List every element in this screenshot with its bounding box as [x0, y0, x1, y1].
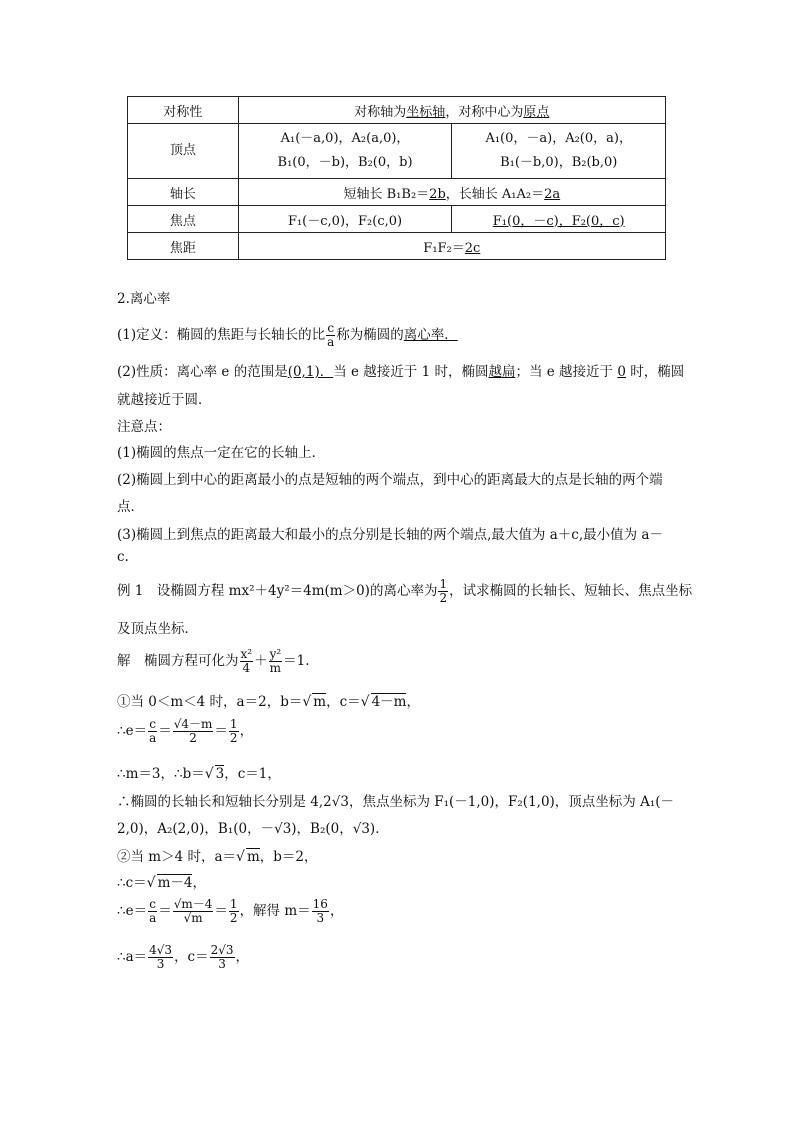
case1-line3: ∴m＝3，∴b＝√ 3，c＝1，: [117, 766, 281, 782]
note-2-cont: 点．: [117, 499, 144, 515]
table-row: [128, 233, 666, 260]
notes-title: 注意点：: [117, 419, 171, 435]
case2-line1: ②当 m＞4 时，a＝√ m，b＝2，: [117, 849, 318, 865]
table-row: [128, 179, 666, 206]
property-line: (2)性质：离心率 e 的范围是(0,1)．当 e 越接近于 1 时，椭圆越扁；当 e 越接近于 0 时，椭圆: [117, 364, 685, 380]
row-label: 轴长: [128, 179, 239, 206]
fraction: $\frac{16}{3}$: [312, 897, 328, 925]
fraction: $\frac{4√3}{3}$: [149, 943, 173, 971]
fraction: $\frac{√m-4}{√m}$: [173, 897, 213, 925]
case2-line4: ∴a＝ $\frac{4√3}{3}$ ，c＝ $\frac{2√3}{3}$ ，: [117, 943, 250, 971]
row-label: 顶点: [128, 124, 239, 179]
vertices-x-axis-cell: A₁(－a,0)，A₂(a,0)， B₁(0，－b)，B₂(0，b): [238, 124, 452, 179]
case1-line5: 2,0)，A₂(2,0)，B₁(0，－√3)，B₂(0，√3)．: [117, 821, 389, 837]
table-row: [128, 124, 666, 179]
row-label: 对称性: [128, 97, 239, 124]
fraction-one-half: $\frac{1}{2}$: [439, 577, 448, 605]
note-3: (3)椭圆上到焦点的距离最大和最小的点分别是长轴的两个端点,最大值为 a＋c,最小值为 a－: [117, 527, 663, 543]
fraction-c-over-a: $\frac{c}{a}$: [327, 321, 335, 349]
case2-line2: ∴c＝√ m－4，: [117, 875, 206, 891]
fraction: $\frac{√4-m}{2}$: [173, 717, 213, 745]
note-2: (2)椭圆上到中心的距离最小的点是短轴的两个端点，到中心的距离最大的点是长轴的两个端: [117, 472, 663, 488]
fraction: $\frac{1}{2}$: [229, 717, 238, 745]
solution-line: 解 椭圆方程可化为 $\frac{\text{x²}}{4}$ ＋ $\frac{\text{y²}}{m}$ ＝1.: [117, 647, 310, 675]
ellipse-properties-table: [127, 96, 666, 260]
note-1: (1)椭圆的焦点一定在它的长轴上．: [117, 445, 326, 461]
case1-line4: ∴椭圆的长轴长和短轴长分别是 4,2√3，焦点坐标为 F₁(－1,0)，F₂(1,0)，顶点坐标为 A₁(－: [117, 794, 675, 810]
example-1-cont: 及顶点坐标．: [117, 621, 198, 637]
case1-line2: ∴e＝ $\frac{c}{a}$ ＝ $\frac{√4-m}{2}$ ＝ $\frac{1}{2}$ ，: [117, 717, 254, 745]
vertices-y-axis-cell: A₁(0，－a)，A₂(0，a)， B₁(－b,0)，B₂(b,0): [452, 124, 666, 179]
fraction-x2-over-4: $\frac{\text{x²}}{4}$: [240, 647, 253, 675]
foci-y-axis-cell: F₁(0，－c)，F₂(0，c): [452, 206, 666, 233]
fraction: $\frac{c}{a}$: [149, 717, 157, 745]
row-label: 焦点: [128, 206, 239, 233]
fraction: $\frac{c}{a}$: [149, 897, 157, 925]
section-title: 2.离心率: [117, 291, 171, 307]
fraction: $\frac{1}{2}$: [229, 897, 238, 925]
property-line-2: 就越接近于圆．: [117, 392, 212, 408]
case2-line3: ∴e＝ $\frac{c}{a}$ ＝ $\frac{√m-4}{√m}$ ＝ $\frac{1}{2}$ ，解得 m＝ $\frac{16}{3}$ ，: [117, 897, 344, 925]
fraction: $\frac{2√3}{3}$: [210, 943, 234, 971]
fraction-y2-over-m: $\frac{\text{y²}}{m}$: [269, 647, 282, 675]
axis-length-cell: 短轴长 B₁B₂＝2b，长轴长 A₁A₂＝2a: [238, 179, 665, 206]
table-row: [128, 206, 666, 233]
example-1: 例 1 设椭圆方程 mx²＋4y²＝4m(m＞0)的离心率为 $\frac{1}{2}$ ，试求椭圆的长轴长、短轴长、焦点坐标: [117, 577, 693, 605]
symmetry-cell: 对称轴为坐标轴，对称中心为原点: [238, 97, 665, 124]
row-label: 焦距: [128, 233, 239, 260]
definition-line: (1)定义：椭圆的焦距与长轴长的比 $\frac{c}{a}$ 称为椭圆的离心率．: [117, 321, 458, 349]
foci-x-axis-cell: F₁(－c,0)，F₂(c,0): [238, 206, 452, 233]
focal-distance-cell: F₁F₂＝2c: [238, 233, 665, 260]
case1-line1: ①当 0＜m＜4 时，a＝2，b＝√ m，c＝√ 4－m，: [117, 694, 420, 710]
table-row: [128, 97, 666, 124]
note-3-cont: c.: [117, 549, 129, 565]
